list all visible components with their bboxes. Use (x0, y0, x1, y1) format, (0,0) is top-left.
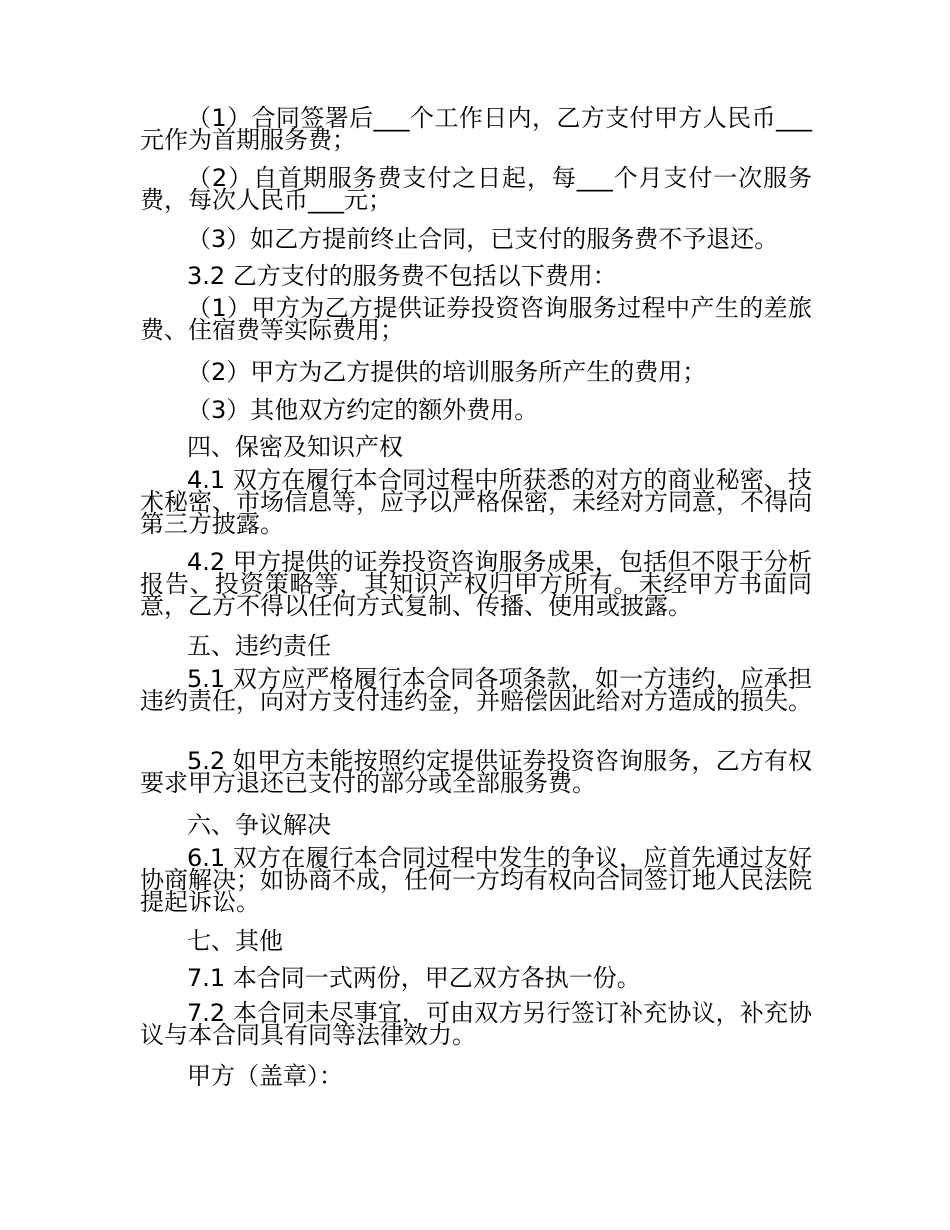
party-a-seal-label: 甲方（盖章）： (187, 1062, 343, 1090)
clause-3-1-item-1: （1）合同签署后___个工作日内，乙方支付甲方人民币___元作为首期服务费； (140, 104, 812, 154)
clause-6-1: 6.1 双方在履行本合同过程中发生的争议，应首先通过友好协商解决；如协商不成，任何一方均有权向合同签订地人民法院提起诉讼。 (140, 844, 812, 916)
clause-5-2: 5.2 如甲方未能按照约定提供证券投资咨询服务，乙方有权要求甲方退还已支付的部分或全部服务费。 (140, 747, 812, 797)
section-4-heading: 四、保密及知识产权 (187, 433, 403, 461)
clause-3-1-item-2: （2）自首期服务费支付之日起，每___个月支付一次服务费，每次人民币___元； (140, 164, 812, 214)
section-7-heading: 七、其他 (187, 927, 283, 955)
clause-3-2-item-1: （1）甲方为乙方提供证券投资咨询服务过程中产生的差旅费、住宿费等实际费用； (140, 294, 812, 344)
clause-3-2-item-3: （3）其他双方约定的额外费用。 (187, 396, 539, 424)
clause-4-2: 4.2 甲方提供的证券投资咨询服务成果，包括但不限于分析报告、投资策略等，其知识产权归甲方所有。未经甲方书面同意，乙方不得以任何方式复制、传播、使用或披露。 (140, 548, 812, 620)
section-5-heading: 五、违约责任 (187, 632, 331, 660)
clause-3-2-item-2: （2）甲方为乙方提供的培训服务所产生的费用； (187, 358, 707, 386)
section-6-heading: 六、争议解决 (187, 811, 331, 839)
clause-3-1-item-3: （3）如乙方提前终止合同，已支付的服务费不予退还。 (187, 225, 779, 253)
clause-5-1: 5.1 双方应严格履行本合同各项条款，如一方违约，应承担违约责任，向对方支付违约金，并赔偿因此给对方造成的损失。 (140, 665, 812, 715)
clause-7-1: 7.1 本合同一式两份，甲乙双方各执一份。 (187, 964, 641, 992)
clause-4-1: 4.1 双方在履行本合同过程中所获悉的对方的商业秘密、技术秘密、市场信息等，应予以严格保密，未经对方同意，不得向第三方披露。 (140, 466, 812, 538)
clause-7-2: 7.2 本合同未尽事宜，可由双方另行签订补充协议，补充协议与本合同具有同等法律效力。 (140, 999, 812, 1049)
clause-3-2: 3.2 乙方支付的服务费不包括以下费用： (187, 262, 617, 290)
